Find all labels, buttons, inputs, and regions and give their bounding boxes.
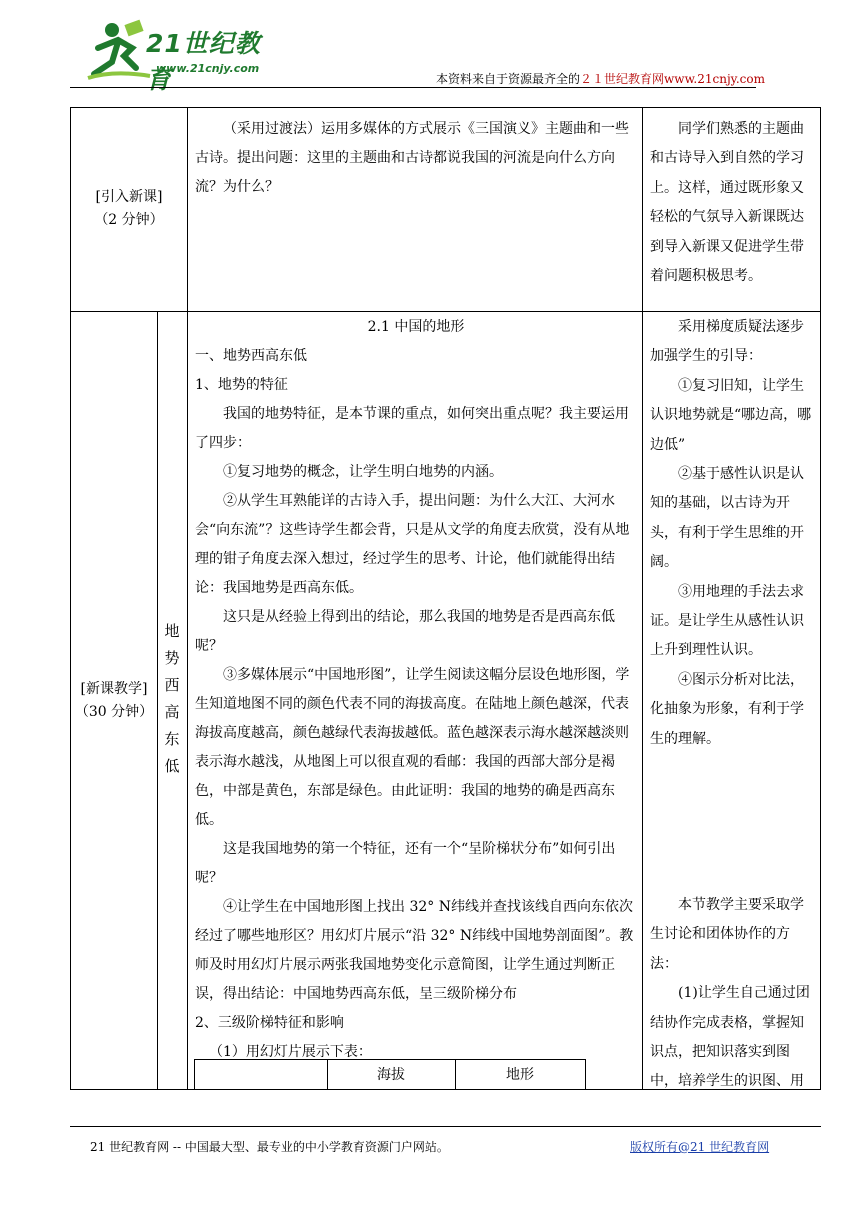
- row2-label-cell: [70, 678, 158, 724]
- heading-2-1: （1）用幻灯片展示下表：: [209, 1044, 372, 1060]
- inner-table: [194, 1059, 586, 1089]
- section-title: 2.1 中国的地形: [367, 319, 465, 335]
- content-paragraph: ③多媒体展示“中国地形图”，让学生阅读这幅分层设色地形图，学生知道地图不同的颜色代表不同的海拔高度。在陆地上颜色越深，代表海拔高度越高，颜色越绿代表海拔越低。蓝色越深表示海水越深越淡则表示海水越浅，从地图上可以很直观的看邮：我国的西部大部分是褐色，中部是黄色，东部是绿色。由此证明：我国的地势的确是西高东低。: [195, 667, 630, 828]
- row2-notes-a: [650, 313, 816, 754]
- site-logo: [84, 18, 284, 94]
- col-divider-2: [642, 107, 643, 1090]
- col-divider-1: [187, 107, 188, 1090]
- inner-header-cell: 地形: [506, 1067, 534, 1083]
- row1-note-cell: [650, 115, 816, 291]
- teaching-note: ③用地理的手法去求证。是让学生从感性认识上升到理性认识。: [650, 583, 804, 659]
- heading-1: 一、地势西高东低: [195, 348, 307, 364]
- row1-label-cell: [70, 186, 188, 232]
- header-source-note: [436, 70, 765, 87]
- row1-duration: （2 分钟）: [94, 212, 164, 228]
- teaching-note: ②基于感性认识是认知的基础，以古诗为开头，有利于学生思维的开阔。: [650, 466, 804, 571]
- footer-divider: [70, 1126, 821, 1127]
- row2-notes-b: [650, 891, 816, 1097]
- header-note-highlight[interactable]: ２１世纪教育网: [580, 72, 665, 86]
- row2-content: [195, 313, 637, 1067]
- row2-sub-label-text: 地势西高东低: [164, 622, 180, 775]
- row1-note: 同学们熟悉的主题曲和古诗导入到自然的学习上。这样，通过既形象又轻松的气氛导入新课既达到导入新课又促进学生带着问题积极思考。: [650, 121, 804, 285]
- content-paragraph: ②从学生耳熟能详的古诗入手，提出问题：为什么大江、大河水会“向东流”？这些诗学生都会背，只是从文学的角度去欣赏，没有从地理的钳子角度去深入想过，经过学生的思考、计论，他们就能得出结论：我国地势是西高东低。: [195, 493, 630, 596]
- logo-url-text: www.21cnjy.com: [156, 62, 260, 75]
- inner-header-cell: 海拔: [377, 1067, 405, 1083]
- content-paragraph: 这是我国地势的第一个特征，还有一个“呈阶梯状分布”如何引出呢？: [195, 841, 616, 886]
- content-paragraph: ①复习地势的概念，让学生明白地势的内涵。: [223, 464, 503, 480]
- content-paragraph: ④让学生在中国地形图上找出 32° N纬线并查找该线自西向东依次经过了哪些地形区？用幻灯片展示“沿 32° N纬线中国地势剖面图”。教师及时用幻灯片展示两张我国地势变化示意简图，让学生通过判断正误，得出结论：中国地势西高东低，呈三级阶梯分布: [195, 899, 634, 1002]
- inner-header-cell: [195, 1060, 327, 1090]
- teaching-note: 采用梯度质疑法逐步加强学生的引导：: [650, 319, 804, 365]
- header-note-prefix: 本资料来自于资源最齐全的: [436, 72, 581, 86]
- teaching-note: 本节教学主要采取学生讨论和团体协作的方法：: [650, 897, 804, 972]
- content-paragraph: 这只是从经验上得到出的结论，那么我国的地势是否是西高东低呢？: [195, 609, 615, 654]
- content-paragraph: 我国的地势特征，是本节课的重点，如何突出重点呢？我主要运用了四步：: [195, 406, 629, 451]
- header-divider: [70, 87, 756, 88]
- row2-duration: （30 分钟）: [74, 704, 154, 720]
- runner-icon: [84, 18, 154, 86]
- row2-label: [新课教学]: [80, 681, 148, 697]
- logo-brand-text: 21世纪教育: [146, 29, 261, 94]
- footer-copyright-link[interactable]: 版权所有@21 世纪教育网: [630, 1140, 770, 1154]
- heading-2: 2、三级阶梯特征和影响: [195, 1015, 344, 1031]
- row2-sub-label: [158, 618, 186, 780]
- heading-1-1: 1、地势的特征: [195, 377, 288, 393]
- teaching-note: ①复习旧知，让学生认识地势就是“哪边高，哪边低”: [650, 377, 812, 453]
- footer-text: 21 世纪教育网 -- 中国最大型、最专业的中小学教育资源门户网站。: [90, 1140, 449, 1154]
- teaching-note: (1)让学生自己通过团结协作完成表格，掌握知识点，把知识落实到图中，培养学生的识图、用: [650, 985, 810, 1090]
- row-divider: [70, 311, 821, 312]
- row1-content: [195, 115, 637, 202]
- row1-paragraph: （采用过渡法）运用多媒体的方式展示《三国演义》主题曲和一些古诗。提出问题：这里的主题曲和古诗都说我国的河流是向什么方向流？为什么？: [195, 121, 629, 195]
- row1-label: [引入新课]: [95, 189, 163, 205]
- teaching-note: ④图示分析对比法，化抽象为形象，有利于学生的理解。: [650, 671, 804, 747]
- header-note-url[interactable]: www.21cnjy.com: [664, 72, 765, 86]
